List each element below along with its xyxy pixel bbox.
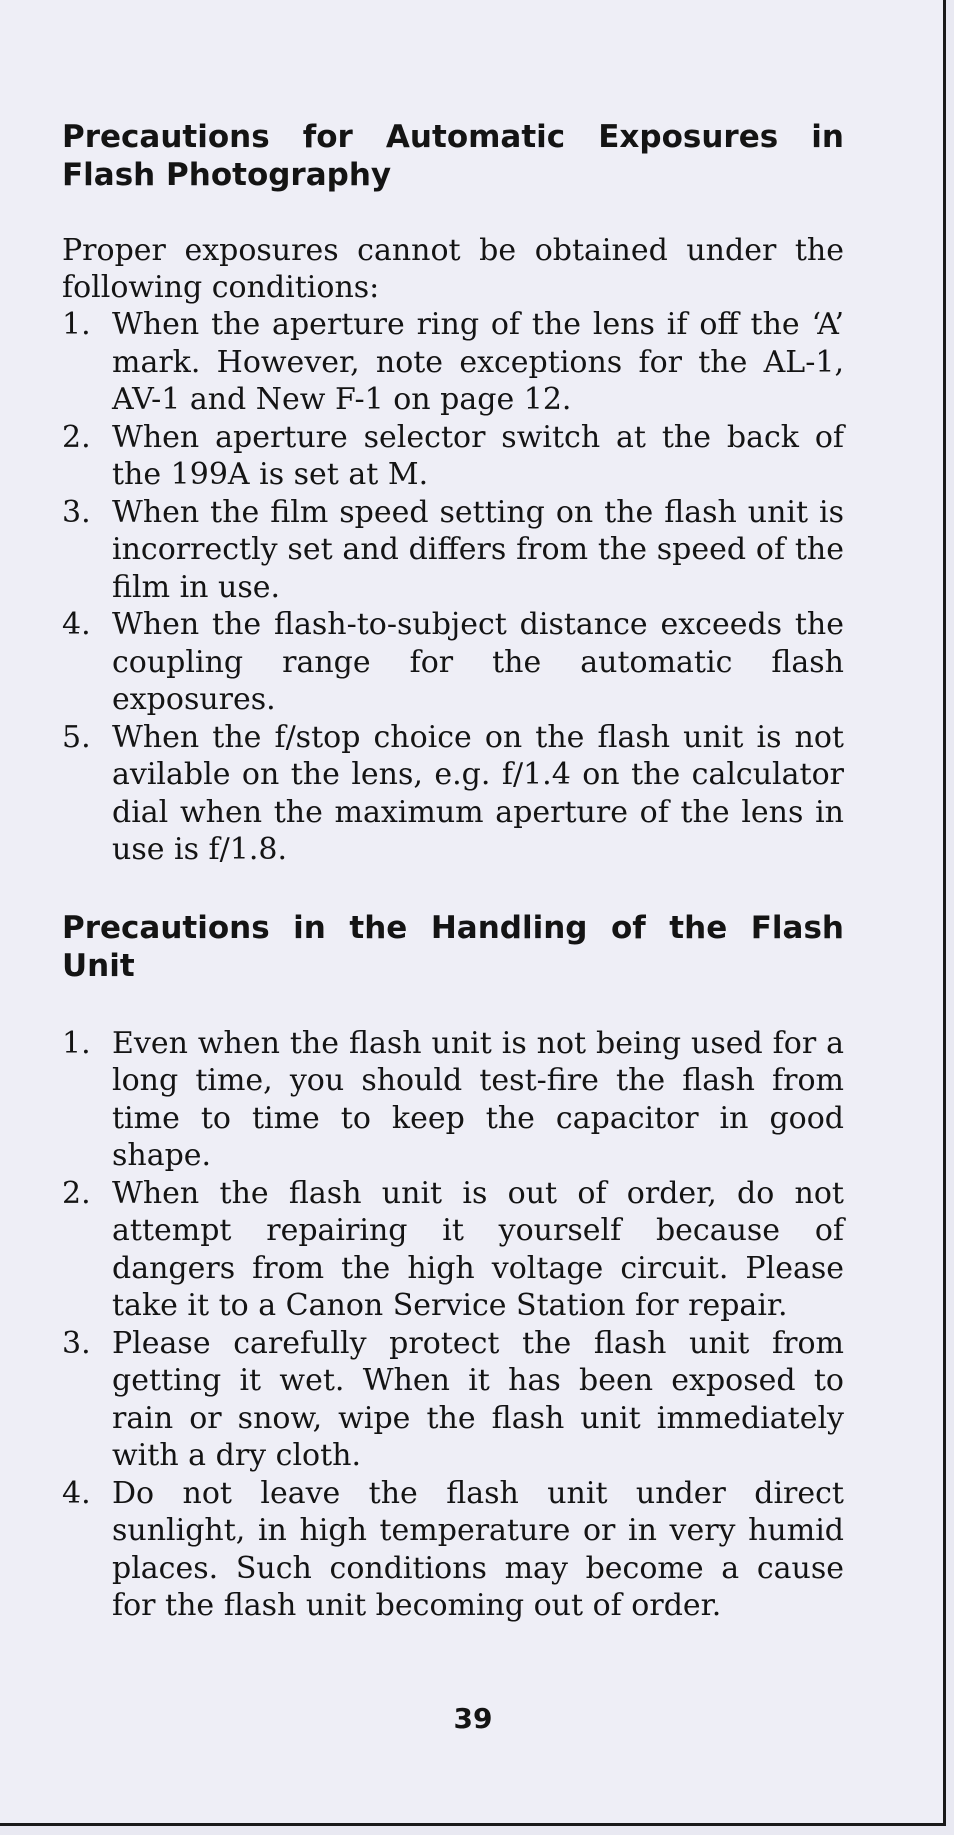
item-text: When the flash unit is out of order, do not attempt repairing it yourself because of dangers from the high voltage circuit. Please take it to a Canon Service Station for repair.	[112, 1175, 844, 1323]
list-item	[62, 719, 844, 869]
list-item	[62, 1475, 844, 1625]
item-text: When aperture selector switch at the back of the 199A is set at M.	[112, 419, 844, 492]
item-text: When the flash-to-subject distance exceeds the coupling range for the automatic flash exposures.	[112, 607, 844, 717]
item-text: Even when the flash unit is not being used for a long time, you should test-fire the flash from time to time to keep the capacitor in good shape.	[112, 1025, 844, 1173]
section-heading: Precautions for Automatic Exposures in Flash Photography	[62, 119, 844, 193]
handling-list	[62, 1025, 844, 1625]
section-handling	[62, 909, 844, 1625]
item-number: 5.	[62, 719, 91, 755]
item-text: When the f/stop choice on the flash unit is not avilable on the lens, e.g. f/1.4 on the calculator dial when the maximum aperture of the lens in use is f/1.8.	[112, 719, 844, 867]
item-number: 1.	[62, 1025, 91, 1061]
section-intro: Proper exposures cannot be obtained under the following conditions:	[62, 233, 844, 305]
item-number: 1.	[62, 307, 91, 342]
item-number: 2.	[62, 1175, 91, 1211]
list-item	[62, 1175, 844, 1325]
page-number: 39	[453, 1702, 493, 1735]
item-number: 3.	[62, 1325, 91, 1361]
list-item	[62, 1025, 844, 1175]
section-automatic-exposures	[62, 118, 844, 869]
item-text: When the film speed setting on the flash unit is incorrectly set and differs from the speed of the film in use.	[112, 494, 844, 605]
item-text: Please carefully protect the flash unit from getting it wet. When it has been exposed to rain or snow, wipe the flash unit immediately with a dry cloth.	[112, 1325, 844, 1473]
page-content	[62, 118, 844, 1625]
list-item	[62, 306, 844, 419]
item-number: 4.	[62, 1475, 91, 1511]
conditions-list	[62, 306, 844, 869]
item-number: 2.	[62, 419, 91, 455]
list-item	[62, 1325, 844, 1475]
list-item	[62, 606, 844, 719]
section-heading: Precautions in the Handling of the Flash Unit	[62, 909, 844, 984]
list-item	[62, 419, 844, 494]
item-number: 4.	[62, 607, 91, 642]
item-text: When the aperture ring of the lens if off the ‘A’ mark. However, note exceptions for the AL-1, AV-1 and New F-1 on page 12.	[112, 307, 844, 417]
item-text: Do not leave the flash unit under direct sunlight, in high temperature or in very humid places. Such conditions may become a cause for the flash unit becoming out of order.	[112, 1475, 844, 1623]
list-item	[62, 494, 844, 607]
item-number: 3.	[62, 494, 91, 530]
